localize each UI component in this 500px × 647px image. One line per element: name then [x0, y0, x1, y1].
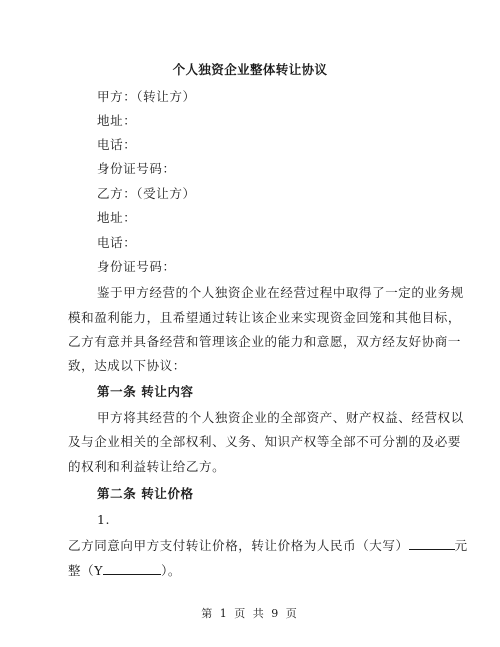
- price-text: 乙方同意向甲方支付转让价格，转让价格为人民币（大写）: [68, 538, 409, 553]
- party-b-phone: 电话：: [97, 235, 137, 250]
- party-b-label: 乙方：（受让方）: [97, 186, 196, 201]
- document-title: 个人独资企业整体转让协议: [172, 62, 328, 77]
- article-2-price-numeric-line: [68, 562, 181, 579]
- article-1-line: 及与企业相关的全部权利、义务、知识产权等全部不可分割的及必要: [68, 434, 462, 449]
- price-numeric-suffix: ）。: [161, 563, 182, 578]
- preamble-line: 致，达成以下协议：: [68, 358, 186, 373]
- preamble-line: 鉴于甲方经营的个人独资企业在经营过程中取得了一定的业务规: [97, 285, 464, 300]
- preamble-line: 模和盈利能力，且希望通过转让该企业来实现资金回笼和其他目标，: [68, 310, 462, 325]
- article-2-price-line: [68, 537, 468, 554]
- party-b-address: 地址：: [97, 210, 137, 225]
- price-amount-blank: [409, 537, 455, 550]
- price-numeric-prefix: 整（Y: [68, 563, 104, 578]
- party-a-phone: 电话：: [97, 137, 137, 152]
- party-a-label: 甲方：（转让方）: [97, 89, 196, 104]
- article-1-line: 甲方将其经营的个人独资企业的全部资产、财产权益、经营权以: [97, 410, 464, 425]
- article-1-heading: 第一条 转让内容: [97, 384, 194, 399]
- article-2-item-number: 1.: [97, 512, 111, 527]
- party-a-id: 身份证号码：: [97, 161, 176, 176]
- party-b-id: 身份证号码：: [97, 259, 176, 274]
- preamble-line: 乙方有意并具备经营和管理该企业的能力和意愿，双方经友好协商一: [68, 334, 462, 349]
- price-numeric-blank: [103, 562, 161, 575]
- article-1-line: 的权利和利益转让给乙方。: [68, 459, 226, 474]
- party-a-address: 地址：: [97, 113, 137, 128]
- article-2-heading: 第二条 转让价格: [97, 486, 194, 501]
- price-unit: 元: [454, 538, 468, 553]
- page-number: 第 1 页 共 9 页: [201, 607, 299, 620]
